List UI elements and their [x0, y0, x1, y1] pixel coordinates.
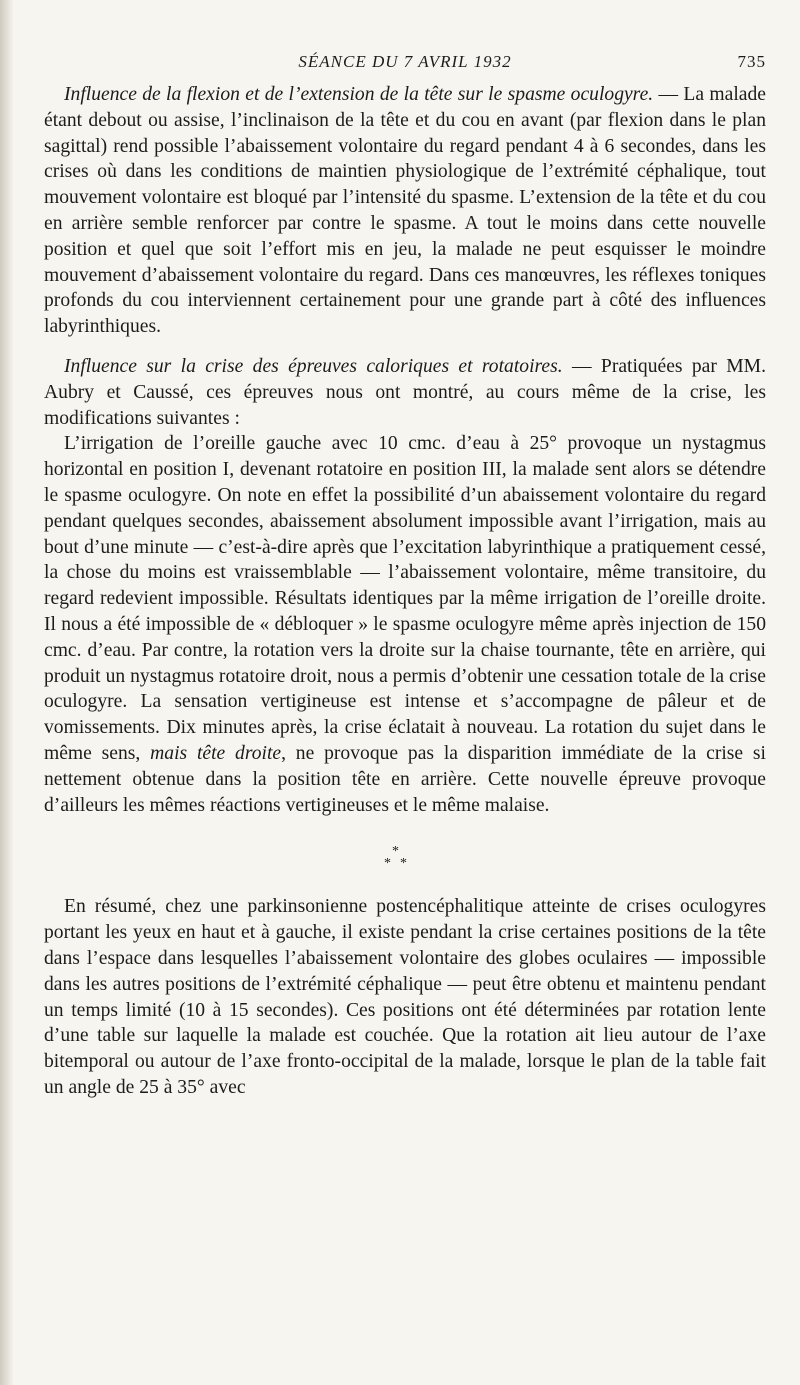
section-heading-flexion: Influence de la flexion et de l’extension de la tête sur le spasme oculogyre. — [64, 84, 654, 105]
paragraph-epreuves — [44, 354, 766, 431]
paragraph-resume: En résumé, chez une parkinsonienne postencéphalitique atteinte de crises oculogyres portant les yeux en haut et à gauche, il existe pendant la crise certaines positions de la tête dans l’espace dans lesquelles l’abaissement volontaire des globes oculaires — impossible dans les autres positions de l’extrémité céphalique — peut être obtenu et maintenu pendant un temps limité (10 à 15 secondes). Ces positions ont été déterminées par rotation lente d’une table sur laquelle la malade est couchée. Que la rotation ait lieu autour de l’axe bitemporal ou autour de l’axe fronto-occipital de la malade, lorsque le plan de la table fait un angle de 25 à 35° avec — [44, 896, 766, 1098]
asterism-separator — [44, 826, 766, 888]
page-number: 735 — [737, 52, 766, 71]
asterism-star-left: * — [384, 856, 391, 872]
running-head-title: SÉANCE DU 7 AVRIL 1932 — [298, 52, 512, 71]
paragraph-irrigation-part2: , ne provoque pas la disparition immédiate de la crise si nettement obtenue dans la position tête en arrière. Cette nouvelle épreuve provoque d’ailleurs les mêmes réactions vertigineuses et le même malaise. — [44, 742, 766, 816]
asterism-star-right: * — [400, 856, 407, 872]
asterism-star-top: * — [392, 844, 399, 860]
paragraph-flexion-body: — La malade étant debout ou assise, l’inclinaison de la tête et du cou en avant (par flexion dans le plan sagittal) rend possible l’abaissement volontaire du regard pendant 4 à 6 secondes, dans les crises où dans les conditions de maintien physiologique de l’extrémité céphalique, tout mouvement volontaire est bloqué par l’intensité du spasme. L’extension de la tête et du cou en arrière semble renforcer par contre le spasme. A tout le moins dans cette nouvelle position et quel que soit l’effort mis en jeu, la malade ne peut esquisser le moindre mouvement d’abaissement volontaire du regard. Dans ces manœuvres, les réflexes toniques profonds du cou interviennent certainement pour une grande part à côté des influences labyrinthiques. — [44, 84, 766, 338]
page-edge-shadow — [0, 0, 14, 1385]
paragraph-irrigation-part1: L’irrigation de l’oreille gauche avec 10 cmc. d’eau à 25° provoque un nystagmus horizontal en position I, devenant rotatoire en position III, la malade sent alors se détendre le spasme oculogyre. On note en effet la possibilité d’un abaissement volontaire du regard pendant quelques secondes, abaissement absolument impossible avant l’irrigation, mais au bout d’une minute — c’est-à-dire après que l’excitation labyrinthique a pratiquement cessé, la chose du moins est vraissemblable — l’abaissement volontaire, même transitoire, du regard redevient impossible. Résultats identiques par la même irrigation de l’oreille droite. Il nous a été impossible de « débloquer » le spasme oculogyre même après injection de 150 cmc. d’eau. Par contre, la rotation vers la droite sur la chaise tournante, tête en arrière, qui produit un nystagmus rotatoire droit, nous a permis d’obtenir une cessation totale de la crise oculogyre. La sensation vertigineuse est intense et s’accompagne de pâleur et de vomissements. Dix minutes après, la crise éclatait à nouveau. La rotation du sujet dans le même sens, — [44, 433, 766, 764]
running-head — [44, 52, 766, 82]
paragraph-flexion-extension — [44, 82, 766, 340]
paragraph-epreuves-body: — Pratiquées par MM. Aubry et Caussé, ces épreuves nous ont montré, au cours même de la crise, les modifications suivantes : — [44, 355, 766, 429]
paragraph-irrigation — [44, 431, 766, 818]
section-heading-epreuves: Influence sur la crise des épreuves caloriques et rotatoires. — [64, 355, 563, 377]
paragraph-irrigation-italic: mais tête droite — [150, 742, 282, 764]
